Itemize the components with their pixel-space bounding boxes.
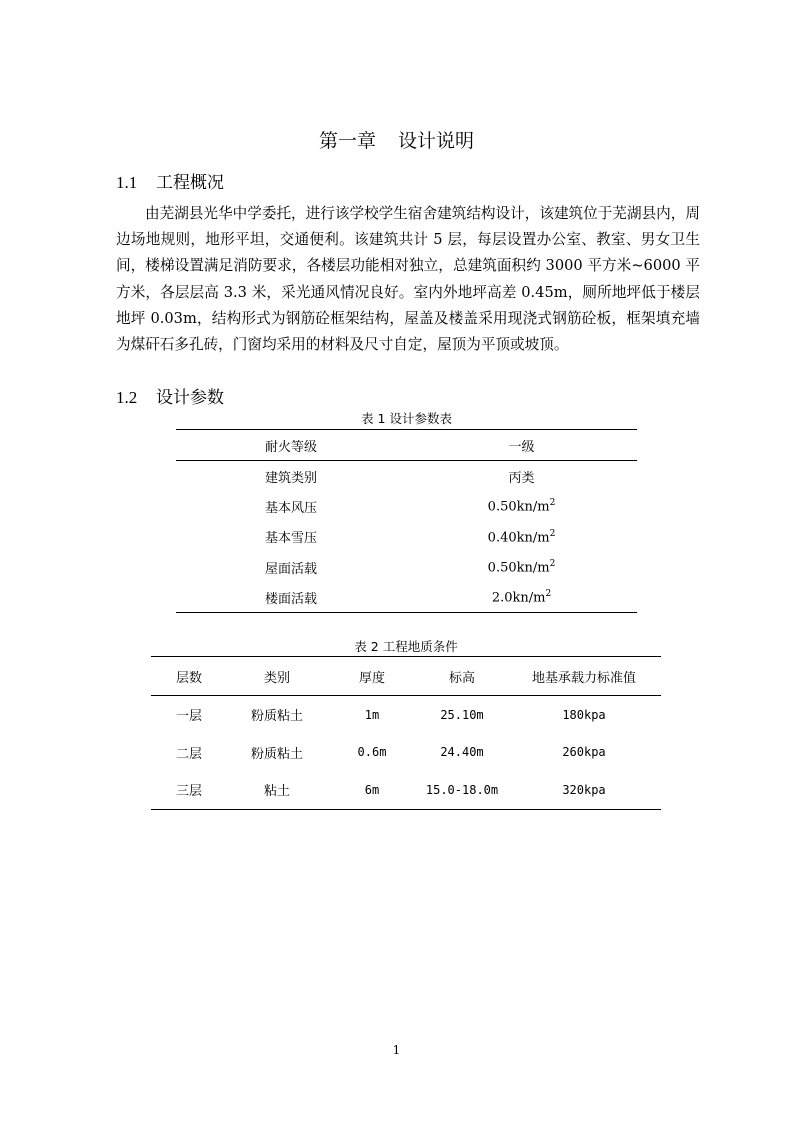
section-title: 设计参数	[156, 388, 224, 408]
table-cell: 6m	[364, 782, 380, 797]
chapter-number: 第一章	[318, 130, 376, 152]
section-title: 工程概况	[156, 173, 224, 193]
value: 0.50kn/m	[487, 499, 550, 515]
table-row	[176, 491, 637, 521]
table-row	[176, 522, 637, 552]
table-cell: 一层	[175, 709, 202, 725]
value: 0.50kn/m	[487, 560, 550, 576]
table-header-cell: 层数	[151, 657, 227, 696]
table-header-row	[176, 430, 637, 461]
table-cell: 24.40m	[440, 745, 484, 760]
table-cell: 楼面活载	[264, 591, 317, 607]
table-cell: 320kpa	[562, 782, 606, 797]
table-cell: 25.10m	[440, 707, 484, 722]
table-cell	[406, 582, 637, 613]
table-cell	[406, 552, 637, 582]
table-cell: 粉质粘土	[250, 709, 303, 725]
table-header-cell: 标高	[417, 657, 507, 696]
table-header-row	[151, 657, 661, 696]
table-cell	[406, 491, 637, 521]
table-cell: 丙类	[508, 470, 535, 486]
table2-caption: 表 2 工程地质条件	[354, 639, 458, 654]
superscript: 2	[549, 528, 556, 539]
geology-table	[151, 656, 661, 810]
table-cell: 基本雪压	[264, 531, 317, 547]
section-heading-1-1	[116, 168, 224, 193]
superscript: 2	[549, 558, 556, 569]
table-row	[176, 552, 637, 582]
table-cell: 260kpa	[562, 745, 606, 760]
table-cell: 屋面活载	[264, 561, 317, 577]
section-heading-1-2	[116, 383, 224, 408]
section-number: 1.1	[116, 173, 138, 192]
table-cell: 建筑类别	[264, 470, 317, 486]
table-cell: 1m	[364, 707, 380, 722]
table-cell: 二层	[175, 746, 202, 762]
superscript: 2	[545, 589, 552, 600]
table-cell: 180kpa	[562, 707, 606, 722]
table-header-cell: 地基承载力标准值	[507, 657, 661, 696]
table1-caption: 表 1 设计参数表	[361, 411, 452, 426]
value: 2.0kn/m	[491, 590, 546, 606]
table-cell: 粉质粘土	[250, 746, 303, 762]
table-row	[151, 734, 661, 772]
superscript: 2	[549, 498, 556, 509]
table-header-cell: 一级	[406, 430, 637, 461]
table-cell: 0.6m	[357, 745, 387, 760]
overview-paragraph: 由芜湖县光华中学委托，进行该学校学生宿舍建筑结构设计，该建筑位于芜湖县内，周边场地规则，地形平坦，交通便利。该建筑共计 5 层，每层设置办公室、教室、男女卫生间，楼梯设置满足消防要求，各楼层功能相对独立，总建筑面积约 3000 平方米~6000 平方米，各层层高 3.3 米，采光通风情况良好。室内外地坪高差 0.45m，厕所地坪低于楼层地坪 0.03m，结构形式为钢筋砼框架结构，屋盖及楼盖采用现浇式钢筋砼板，框架填充墙为煤矸石多孔砖，门窗均采用的材料及尺寸自定，屋顶为平顶或坡顶。	[116, 205, 700, 354]
table-cell	[406, 522, 637, 552]
chapter-title: 设计说明	[398, 130, 475, 152]
table-row	[151, 696, 661, 734]
table-row	[151, 771, 661, 809]
table-cell: 15.0-18.0m	[425, 782, 499, 797]
chapter-heading	[0, 126, 793, 153]
table-cell: 三层	[175, 784, 202, 800]
table-header-cell: 类别	[227, 657, 327, 696]
table-cell: 基本风压	[264, 500, 317, 516]
table-header-cell: 厚度	[327, 657, 417, 696]
design-parameters-table	[176, 429, 637, 613]
table-cell: 粘土	[263, 784, 290, 800]
value: 0.40kn/m	[487, 529, 550, 545]
section-number: 1.2	[116, 388, 138, 407]
table-header-cell: 耐火等级	[176, 430, 406, 461]
table-row	[176, 582, 637, 613]
page-number: 1	[392, 1043, 401, 1057]
table-row	[176, 461, 637, 492]
